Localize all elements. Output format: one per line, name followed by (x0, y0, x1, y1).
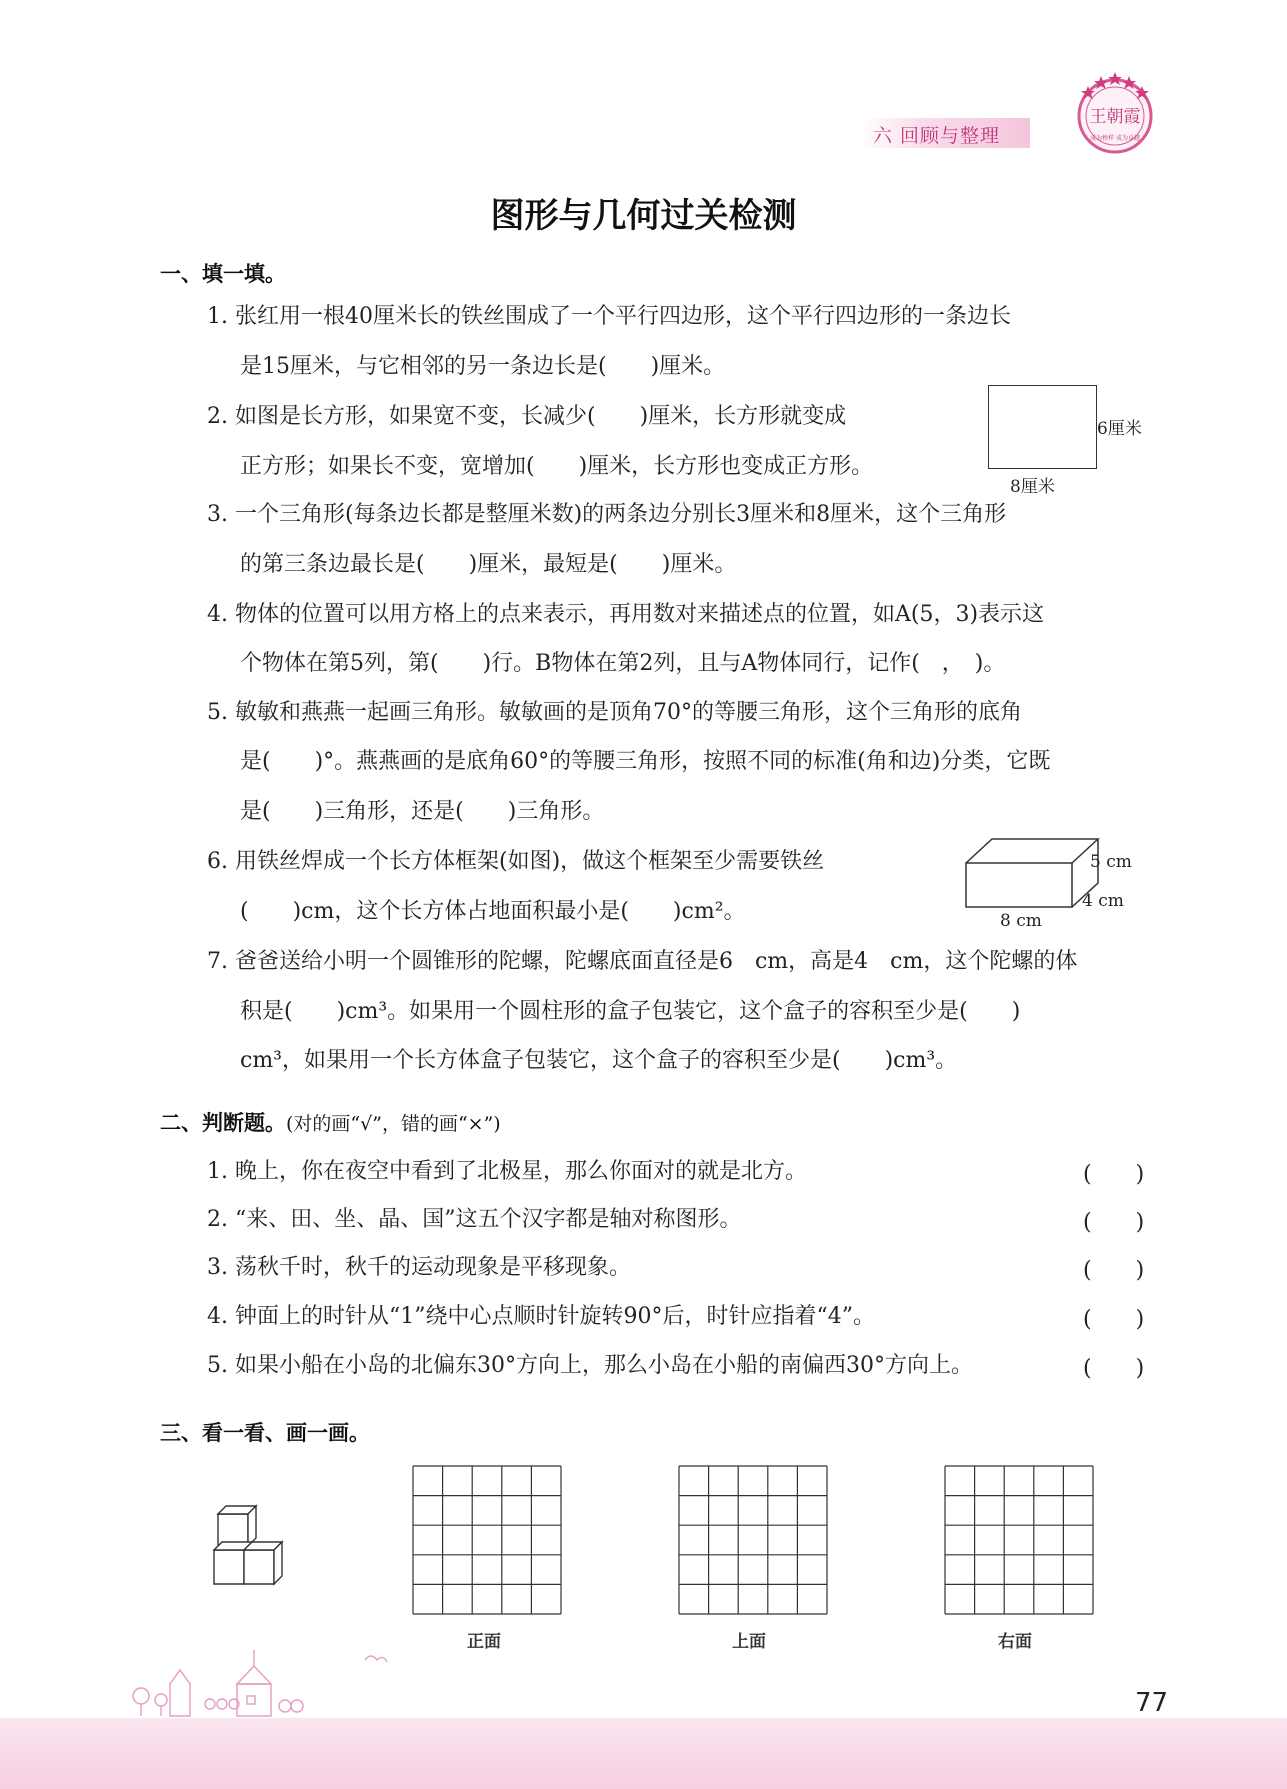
seal-motto: 成为榜样 成为卓越 (1090, 135, 1140, 142)
answer-blank-1[interactable]: ( ) (1083, 1162, 1145, 1187)
page-number: 77 (1135, 1688, 1169, 1718)
cuboid-height-label: 5 cm (1090, 852, 1132, 872)
cuboid-figure (960, 835, 1100, 915)
grid-right[interactable] (944, 1465, 1094, 1615)
rectangle-figure (988, 385, 1097, 469)
page-title: 图形与几何过关检测 (490, 196, 797, 236)
judge-item-3: 3. 荡秋千时，秋千的运动现象是平移现象。 (207, 1255, 631, 1280)
q5-line-2: 是( )°。燕燕画的是底角60°的等腰三角形，按照不同的标准(角和边)分类，它既 (240, 749, 1051, 774)
footer-band (0, 1718, 1287, 1789)
grid-front[interactable] (412, 1465, 562, 1615)
q7-line-2: 积是( )cm³。如果用一个圆柱形的盒子包装它，这个盒子的容积至少是( ) (240, 999, 1021, 1024)
q4-line-2: 个物体在第5列，第( )行。B物体在第2列，且与A物体同行，记作( ， )。 (240, 651, 1006, 676)
q5-line-1: 5. 敏敏和燕燕一起画三角形。敏敏画的是顶角70°的等腰三角形，这个三角形的底角 (207, 700, 1022, 725)
brand-seal-logo (1070, 66, 1160, 156)
grid-label-top: 上面 (732, 1632, 766, 1652)
answer-blank-5[interactable]: ( ) (1083, 1356, 1145, 1381)
q2-line-2: 正方形；如果长不变，宽增加( )厘米，长方形也变成正方形。 (240, 454, 874, 479)
answer-blank-4[interactable]: ( ) (1083, 1307, 1145, 1332)
footer-town-illustration (125, 1640, 395, 1720)
grid-label-front: 正面 (467, 1632, 501, 1652)
judge-item-2: 2. “来、田、坐、晶、国”这五个汉字都是轴对称图形。 (207, 1207, 742, 1232)
judge-item-4: 4. 钟面上的时针从“1”绕中心点顺时针旋转90°后，时针应指着“4”。 (207, 1304, 875, 1329)
part2-heading-note: (对的画“√”，错的画“×”) (286, 1113, 501, 1135)
q6-line-1: 6. 用铁丝焊成一个长方体框架(如图)，做这个框架至少需要铁丝 (207, 849, 825, 874)
q1-line-2: 是15厘米，与它相邻的另一条边长是( )厘米。 (240, 354, 726, 379)
cube-stack-figure (210, 1500, 300, 1588)
part2-heading (160, 1107, 501, 1137)
grid-label-right: 右面 (998, 1632, 1032, 1652)
part2-heading-text: 二、判断题。 (160, 1111, 286, 1135)
part1-heading: 一、填一填。 (160, 262, 286, 286)
q7-line-1: 7. 爸爸送给小明一个圆锥形的陀螺，陀螺底面直径是6 cm，高是4 cm，这个陀螺的体 (207, 949, 1078, 974)
q2-line-1: 2. 如图是长方形，如果宽不变，长减少( )厘米，长方形就变成 (207, 404, 847, 429)
q6-line-2: ( )cm，这个长方体占地面积最小是( )cm²。 (240, 899, 746, 924)
q4-line-1: 4. 物体的位置可以用方格上的点来表示，再用数对来描述点的位置，如A(5，3)表示这 (207, 602, 1045, 627)
cuboid-length-label: 8 cm (1000, 911, 1042, 931)
rect-width-label: 6厘米 (1097, 419, 1142, 439)
q7-line-3: cm³，如果用一个长方体盒子包装它，这个盒子的容积至少是( )cm³。 (240, 1048, 958, 1073)
q3-line-2: 的第三条边最长是( )厘米，最短是( )厘米。 (240, 552, 737, 577)
q5-line-3: 是( )三角形，还是( )三角形。 (240, 799, 605, 824)
cuboid-width-label: 4 cm (1082, 891, 1124, 911)
answer-blank-2[interactable]: ( ) (1083, 1210, 1145, 1235)
header-section-tag: 六 回顾与整理 (873, 125, 1001, 147)
answer-blank-3[interactable]: ( ) (1083, 1258, 1145, 1283)
part3-heading: 三、看一看、画一画。 (160, 1421, 370, 1445)
grid-top[interactable] (678, 1465, 828, 1615)
seal-text: 王朝霞 (1089, 107, 1141, 127)
q3-line-1: 3. 一个三角形(每条边长都是整厘米数)的两条边分别长3厘米和8厘米，这个三角形 (207, 502, 1007, 527)
rect-length-label: 8厘米 (1010, 477, 1055, 497)
judge-item-1: 1. 晚上，你在夜空中看到了北极星，那么你面对的就是北方。 (207, 1159, 807, 1184)
q1-line-1: 1. 张红用一根40厘米长的铁丝围成了一个平行四边形，这个平行四边形的一条边长 (207, 304, 1011, 329)
judge-item-5: 5. 如果小船在小岛的北偏东30°方向上，那么小岛在小船的南偏西30°方向上。 (207, 1353, 973, 1378)
